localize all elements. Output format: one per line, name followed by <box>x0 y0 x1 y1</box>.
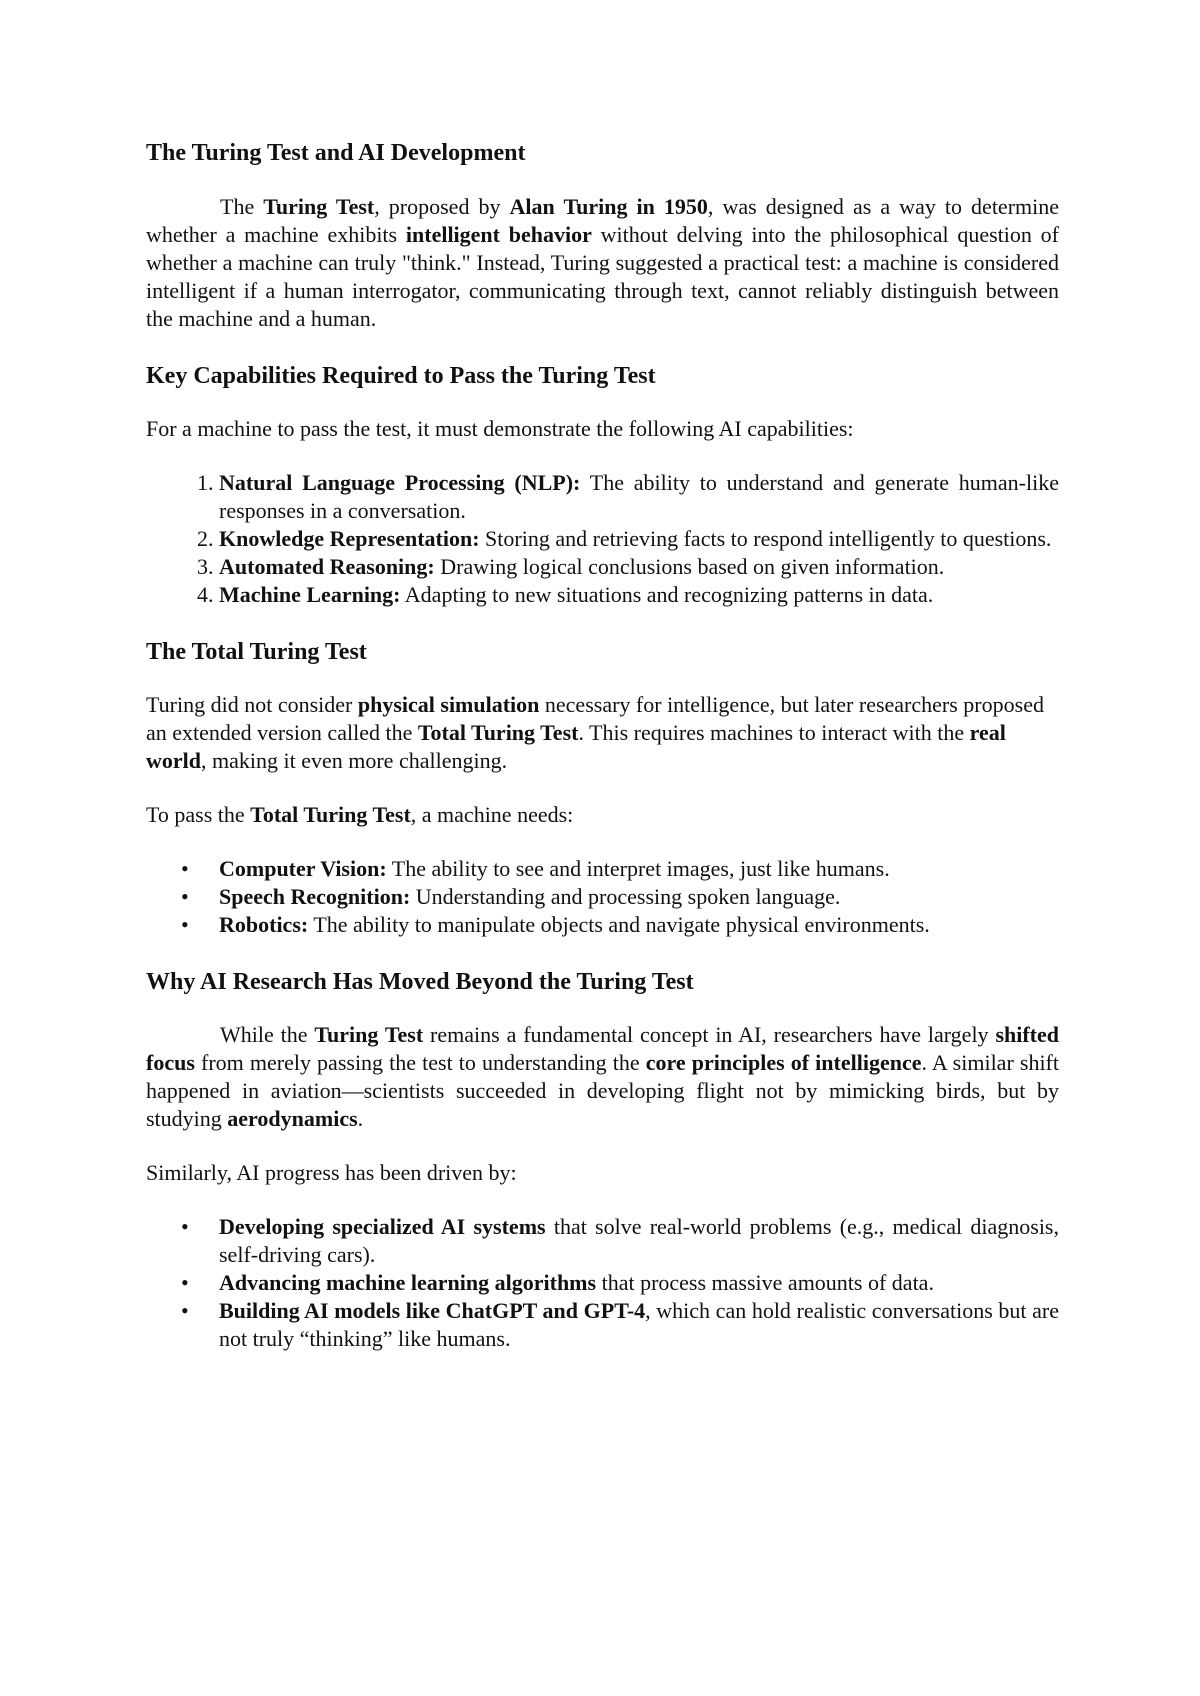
item-text: Understanding and processing spoken language. <box>410 884 841 909</box>
total-turing-list <box>146 855 1059 939</box>
section-heading-beyond-turing-test: Why AI Research Has Moved Beyond the Turing Test <box>146 969 694 995</box>
list-item <box>181 883 1059 911</box>
item-term: Building AI models like ChatGPT and GPT-4 <box>219 1298 646 1323</box>
item-term: Advancing machine learning algorithms <box>219 1270 597 1295</box>
text-run: without delving into the philosophical question of whether a machine can truly "think." Instead, Turing suggested a practical test: a machine is considered intelligent if a human interrogator, communicating through text, cannot reliably distinguish between the machine and a human. <box>146 222 1059 331</box>
bullet-icon: • <box>181 1214 189 1239</box>
text-run: necessary for intelligence, but later researchers proposed an extended version called the <box>146 692 1044 745</box>
item-term: Developing specialized AI systems <box>219 1214 546 1239</box>
text-run: . This requires machines to interact with the <box>578 720 970 745</box>
document-page <box>146 138 1059 1353</box>
item-term: Automated Reasoning: <box>219 554 435 579</box>
bold-run: physical simulation <box>357 692 540 717</box>
bold-run: aerodynamics <box>227 1106 358 1131</box>
text-run: While the <box>220 1022 315 1047</box>
list-item <box>181 1213 1059 1269</box>
progress-list <box>146 1213 1059 1353</box>
text-run: , proposed by <box>374 194 510 219</box>
text-run: To pass the <box>146 802 251 827</box>
text-run: remains a fundamental concept in AI, researchers have largely <box>423 1022 996 1047</box>
bold-run: shifted focus <box>146 1022 1059 1075</box>
bold-run: core principles of intelligence <box>645 1050 922 1075</box>
text-run: . A similar shift happened in aviation—scientists succeeded in developing flight not by mimicking birds, but by studying <box>146 1050 1059 1131</box>
text-run: from merely passing the test to understanding the <box>194 1050 646 1075</box>
paragraph-turing-intro <box>146 193 1059 333</box>
section-heading-total-turing-test: The Total Turing Test <box>146 639 367 665</box>
bold-run: Turing Test <box>263 194 375 219</box>
list-item <box>181 911 1059 939</box>
bold-run: Alan Turing in 1950 <box>509 194 708 219</box>
capabilities-list <box>146 469 1059 609</box>
item-term: Machine Learning: <box>219 582 401 607</box>
text-run: Turing did not consider <box>146 692 358 717</box>
list-item <box>181 855 1059 883</box>
bullet-icon: • <box>181 856 189 881</box>
item-text: Adapting to new situations and recognizing patterns in data. <box>400 582 934 607</box>
text-run: , a machine needs: <box>410 802 574 827</box>
item-text: The ability to see and interpret images, just like humans. <box>386 856 890 881</box>
item-text: , which can hold realistic conversations but are not truly “thinking” like humans. <box>219 1298 1059 1351</box>
item-term: Natural Language Processing (NLP): <box>219 470 581 495</box>
text-run: , making it even more challenging. <box>201 748 508 773</box>
bullet-icon: • <box>181 884 189 909</box>
list-item <box>219 469 1059 525</box>
text-run: . <box>357 1106 364 1131</box>
text-run: , was designed as a way to determine whether a machine exhibits <box>146 194 1060 247</box>
item-text: that process massive amounts of data. <box>596 1270 934 1295</box>
bold-run: real world <box>146 720 1006 773</box>
bullet-icon: • <box>181 1270 189 1295</box>
bold-run: Turing Test <box>314 1022 424 1047</box>
paragraph-capabilities-intro: For a machine to pass the test, it must demonstrate the following AI capabilities: <box>146 416 854 441</box>
list-item <box>219 581 1059 609</box>
section-heading-turing-test: The Turing Test and AI Development <box>146 140 526 166</box>
item-term: Computer Vision: <box>219 856 387 881</box>
bold-run: intelligent behavior <box>405 222 592 247</box>
bold-run: Total Turing Test <box>417 720 579 745</box>
list-item <box>219 553 1059 581</box>
item-term: Speech Recognition: <box>219 884 411 909</box>
text-run: The <box>220 194 264 219</box>
list-item <box>219 525 1059 553</box>
section-heading-key-capabilities: Key Capabilities Required to Pass the Turing Test <box>146 363 656 389</box>
item-text: Drawing logical conclusions based on given information. <box>434 554 945 579</box>
paragraph-total-turing-needs <box>146 801 1059 829</box>
paragraph-total-turing-intro <box>146 691 1059 775</box>
paragraph-progress-driven: Similarly, AI progress has been driven by: <box>146 1160 517 1185</box>
item-text: The ability to manipulate objects and navigate physical environments. <box>308 912 930 937</box>
bold-run: Total Turing Test <box>250 802 411 827</box>
bullet-icon: • <box>181 912 189 937</box>
list-item <box>181 1269 1059 1297</box>
paragraph-beyond-intro <box>146 1021 1059 1133</box>
item-term: Knowledge Representation: <box>219 526 480 551</box>
bullet-icon: • <box>181 1298 189 1323</box>
item-term: Robotics: <box>219 912 309 937</box>
item-text: Storing and retrieving facts to respond intelligently to questions. <box>479 526 1052 551</box>
item-text: that solve real-world problems (e.g., medical diagnosis, self-driving cars). <box>219 1214 1059 1267</box>
list-item <box>181 1297 1059 1353</box>
item-text: The ability to understand and generate human-like responses in a conversation. <box>219 470 1059 523</box>
